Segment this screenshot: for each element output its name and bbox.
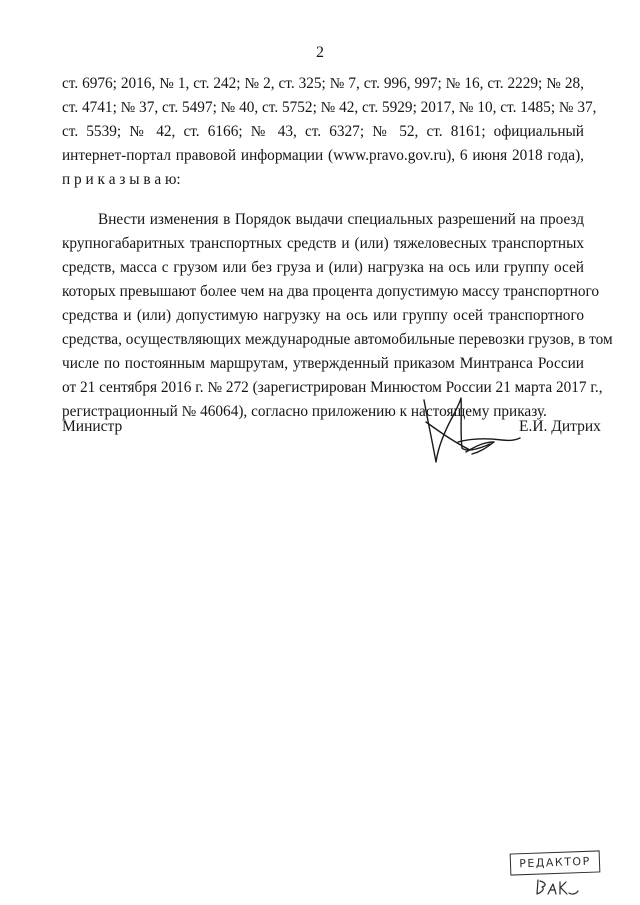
body-line: средства и (или) допустимую нагрузку на ось или группу осей транспортного — [62, 307, 584, 324]
intro-line: ст. 5539; № 42, ст. 6166; № 43, ст. 6327; № 52, ст. 8161; официальный — [62, 123, 584, 140]
body-line: средства, осуществляющих международные автомобильные перевозки грузов, в том — [62, 331, 613, 348]
stamp-label: РЕДАКТОР — [510, 850, 601, 875]
body-line: от 21 сентября 2016 г. № 272 (зарегистрирован Минюстом России 21 марта 2017 г., — [62, 379, 603, 396]
body-line: крупногабаритных транспортных средств и (или) тяжеловесных транспортных — [62, 235, 584, 252]
intro-line: ст. 4741; № 37, ст. 5497; № 40, ст. 5752; № 42, ст. 5929; 2017, № 10, ст. 1485; № 37, — [62, 99, 597, 116]
signatory-title: Министр — [62, 418, 123, 435]
intro-paragraph — [62, 72, 597, 192]
intro-line: ст. 6976; 2016, № 1, ст. 242; № 2, ст. 325; № 7, ст. 996, 997; № 16, ст. 2229; № 28, — [62, 75, 584, 92]
body-line: которых превышают более чем на два процента допустимую массу транспортного — [62, 283, 600, 300]
editor-stamp — [510, 852, 602, 902]
body-line: средств, масса с грузом или без груза и (или) нагрузка на ось или группу осей — [62, 259, 584, 276]
intro-line: интернет-портал правовой информации (www.pravo.gov.ru), 6 июня 2018 года), — [62, 147, 584, 164]
signatory-name: Е.И. Дитрих — [519, 418, 601, 435]
page-number: 2 — [316, 44, 324, 61]
body-line: Внести изменения в Порядок выдачи специальных разрешений на проезд — [98, 211, 584, 228]
handwritten-signature — [414, 392, 524, 477]
stamp-handwritten-mark — [534, 876, 580, 903]
body-line: регистрационный № 46064), согласно приложению к настоящему приказу. — [62, 403, 547, 420]
order-word: п р и к а з ы в а ю: — [62, 171, 181, 188]
body-line: числе по постоянным маршрутам, утвержденный приказом Минтранса России — [62, 355, 584, 372]
